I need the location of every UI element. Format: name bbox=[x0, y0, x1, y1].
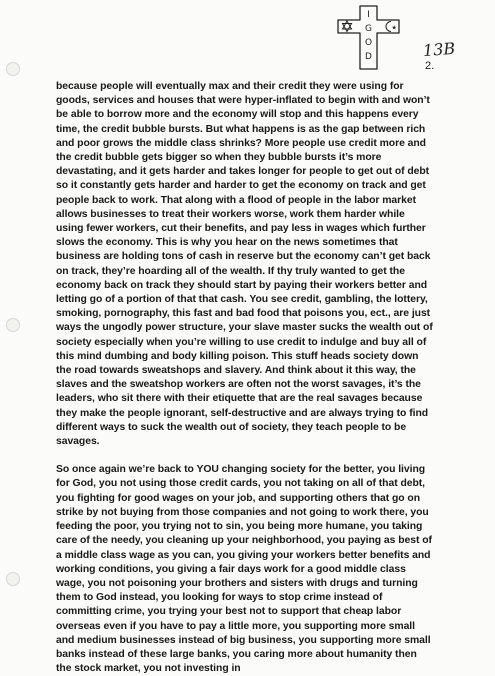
emblem-letter-3: O bbox=[364, 38, 373, 48]
svg-text:★: ★ bbox=[391, 24, 397, 32]
emblem-letter-1: I bbox=[367, 10, 370, 20]
page-number: 2. bbox=[425, 60, 435, 72]
emblem-letter-4: D bbox=[365, 52, 372, 62]
star-of-david-icon bbox=[343, 21, 352, 32]
crescent-star-icon bbox=[386, 22, 397, 32]
handwritten-page-note: 13B bbox=[422, 38, 456, 61]
cross-emblem bbox=[333, 3, 405, 73]
punch-hole-bottom bbox=[6, 572, 20, 586]
cross-emblem-drawing bbox=[333, 3, 405, 73]
paragraph-2: So once again we’re back to YOU changing society for the better, you living for God, you not using those credit cards, you not taking on all of that debt, you fighting for good wages on your job, and supporting others that go on strike by not buying from those companies and not going to work there, you feeding the poor, you trying not to sin, you being more humane, you taking care of the needy, you cleaning up your neighborhood, you paying as best of a middle class wage as you can, you giving your workers better benefits and working conditions, you giving a fair days work for a good middle class wage, you not poisoning your brothers and sisters with drugs and turning them to God instead, you looking for ways to stop crime instead of committing crime, you trying your best not to support that cheap labor overseas even if you have to pay a little more, you supporting more small and medium businesses instead of big business, you supporting more small banks instead of these large banks, you caring more about humanity then the stock market, you not investing in bbox=[56, 464, 432, 675]
body-text bbox=[56, 80, 435, 676]
punch-hole-middle bbox=[6, 318, 20, 332]
emblem-letter-2: G bbox=[365, 24, 372, 34]
paragraph-1: because people will eventually max and their credit they were using for goods, services and houses that were hyper-inflated to begin with and won’t be able to borrow more and the economy will stop and this happens every time, the credit bubble bursts. But what happens is as the gap between rich and poor grows the middle class shrinks? More people use credit more and the credit bubble gets bigger so when they bubble bursts it’s more devastating, and it gets harder and takes longer for people to get out of debt so it constantly gets harder and harder to get the economy on track and get people back to work. That along with a flood of people in the labor market allows businesses to treat their workers worse, work them harder while using fewer workers, cut their benefits, and pay less in wages which further slows the economy. This is why you hear on the news sometimes that business are holding tons of cash in reserve but the economy can’t get back on track, they’re hoarding all of the wealth. If thy truly wanted to get the economy back on track they should start by paying their workers better and letting go of a portion of that that cash. You see credit, gambling, the lottery, smoking, pornography, this fast and bad food that poisons you, ect., are just ways the ungodly power structure, your slave master sucks the wealth out of society especially when you’re willing to use credit to indulge and buy all of this mind dumbing and body killing poison. This stuff heads society down the road towards sweatshops and slavery. And think about it this way, the slaves and the sweatshop workers are often not the worst savages, it’s the leaders, who sit there with their etiquette that are the real savages because they make the people ignorant, self-destructive and are always trying to find different ways to suck the wealth out of society, they teach people to be savages. bbox=[56, 81, 433, 448]
punch-hole-top bbox=[6, 62, 20, 76]
